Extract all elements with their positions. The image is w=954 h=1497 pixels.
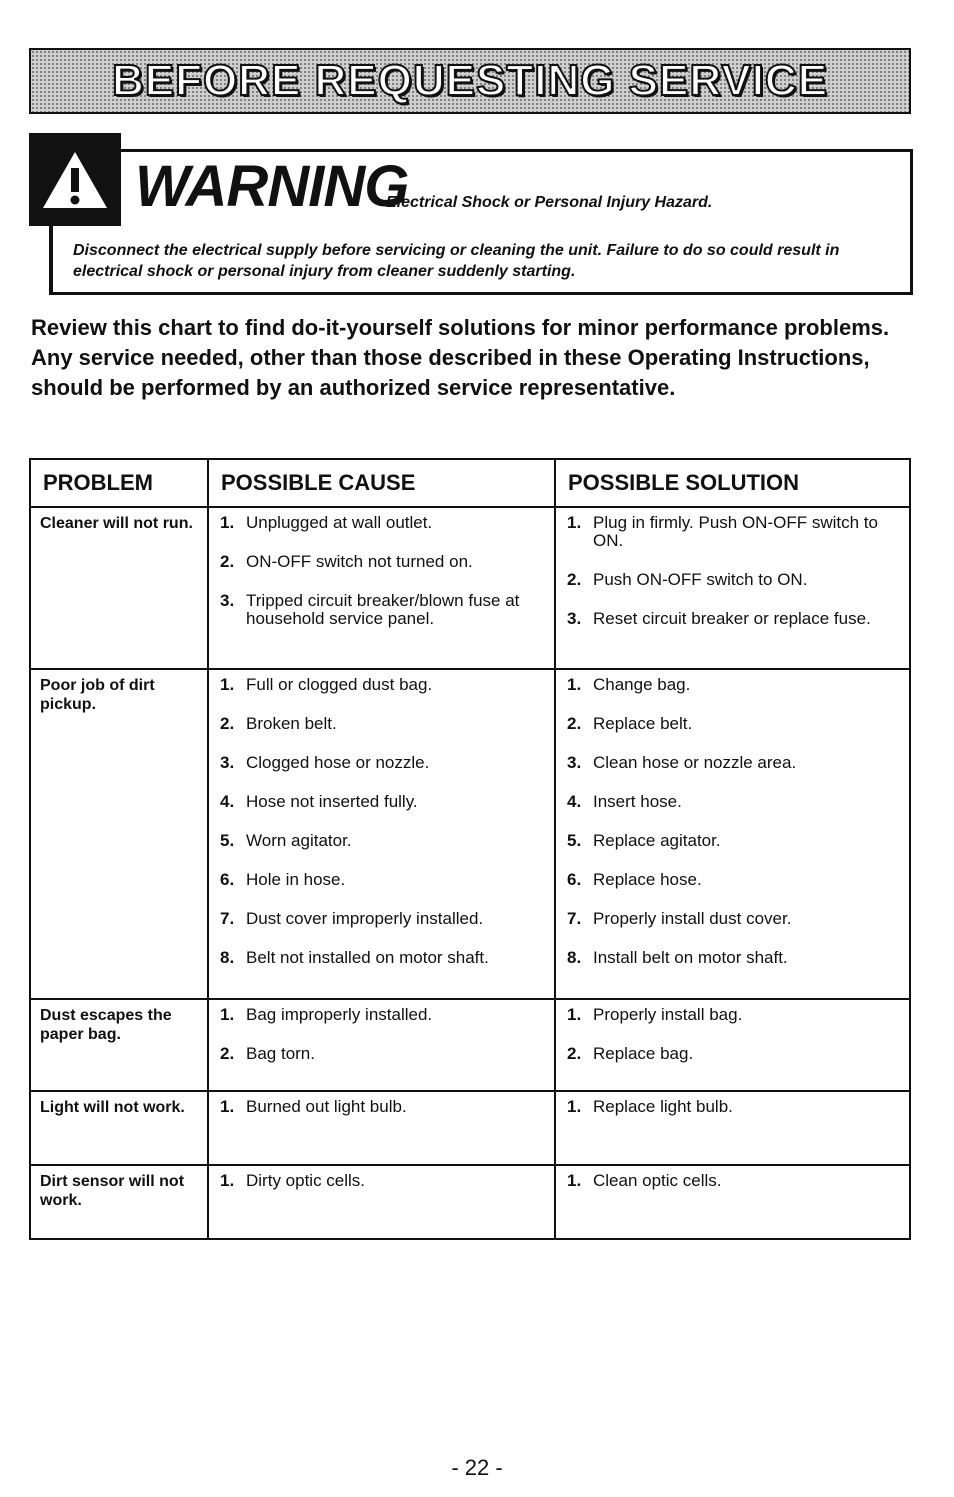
solution-number: 2. [567,714,582,733]
cause-text: Dirty optic cells. [246,1171,366,1190]
solution-number: 1. [567,1171,582,1190]
solution-text: Install belt on motor shaft. [593,948,788,967]
cause-number: 1. [220,675,235,694]
cause-item [218,592,546,628]
solution-cell [555,507,910,669]
cause-item [218,832,546,850]
solution-text: Push ON-OFF switch to ON. [593,570,808,589]
problem-text: Light will not work. [40,1099,185,1116]
cause-number: 4. [220,792,235,811]
solution-item [565,1098,901,1116]
cause-item [218,754,546,772]
cause-text: Tripped circuit breaker/blown fuse at household service panel. [246,591,520,628]
solution-cell [555,1091,910,1165]
solution-item [565,1006,901,1024]
solution-item [565,754,901,772]
cause-text: Dust cover improperly installed. [246,909,484,928]
troubleshooting-table [29,458,911,1240]
table-row [30,999,910,1091]
solution-number: 7. [567,909,582,928]
cause-item [218,1006,546,1024]
solution-cell [555,999,910,1091]
solution-number: 2. [567,1044,582,1063]
problem-cell [30,1091,208,1165]
problem-cell [30,669,208,999]
solution-number: 4. [567,792,582,811]
solution-item [565,610,901,628]
header-problem: PROBLEM [30,459,208,507]
solution-number: 2. [567,570,582,589]
banner-title: BEFORE REQUESTING SERVICE [111,56,829,105]
cause-number: 2. [220,714,235,733]
solution-item [565,514,901,550]
cause-text: ON-OFF switch not turned on. [246,552,473,571]
cause-item [218,871,546,889]
cause-item [218,553,546,571]
solution-number: 3. [567,609,582,628]
solution-text: Replace hose. [593,870,702,889]
cause-item [218,715,546,733]
problem-cell [30,1165,208,1239]
solution-number: 1. [567,1097,582,1116]
warning-box [29,133,913,295]
cause-item [218,676,546,694]
solution-text: Replace light bulb. [593,1097,733,1116]
cause-cell [208,507,555,669]
cause-number: 7. [220,909,235,928]
cause-text: Broken belt. [246,714,337,733]
table-row [30,507,910,669]
cause-number: 2. [220,552,235,571]
solution-item [565,676,901,694]
header-cause: POSSIBLE CAUSE [208,459,555,507]
intro-paragraph: Review this chart to find do-it-yourself solutions for minor performance problems. Any service needed, other than those described in these Operating Instructions, should be performed by an authorized service representative. [31,315,890,400]
problem-text: Dust escapes the paper bag. [40,1007,172,1043]
solution-item [565,871,901,889]
solution-item [565,571,901,589]
cause-text: Bag improperly installed. [246,1005,433,1024]
cause-number: 2. [220,1044,235,1063]
cause-cell [208,999,555,1091]
solution-text: Change bag. [593,675,691,694]
solution-number: 8. [567,948,582,967]
cause-item [218,1045,546,1063]
solution-item [565,832,901,850]
cause-number: 3. [220,591,235,610]
solution-number: 1. [567,1005,582,1024]
cause-item [218,1172,546,1190]
cause-item [218,514,546,532]
solution-text: Properly install bag. [593,1005,743,1024]
cause-item [218,1098,546,1116]
warning-text: Disconnect the electrical supply before servicing or cleaning the unit. Failure to do so could result in electrical shock or personal injury from cleaner suddenly starting. [73,242,840,280]
page-number: - 22 - [451,1455,503,1480]
cause-number: 1. [220,513,235,532]
solution-item [565,910,901,928]
solution-number: 1. [567,675,582,694]
solution-number: 6. [567,870,582,889]
solution-text: Insert hose. [593,792,682,811]
cause-text: Hole in hose. [246,870,346,889]
solution-number: 3. [567,753,582,772]
cause-cell [208,669,555,999]
table-row [30,669,910,999]
cause-item [218,910,546,928]
solution-text: Reset circuit breaker or replace fuse. [593,609,871,628]
solution-text: Properly install dust cover. [593,909,792,928]
solution-item [565,715,901,733]
cause-number: 3. [220,753,235,772]
solution-text: Replace bag. [593,1044,694,1063]
cause-text: Unplugged at wall outlet. [246,513,433,532]
cause-text: Worn agitator. [246,831,352,850]
warning-triangle-icon [29,133,121,226]
table-body [30,507,910,1239]
cause-text: Bag torn. [246,1044,315,1063]
cause-number: 6. [220,870,235,889]
cause-number: 1. [220,1097,235,1116]
solution-item [565,793,901,811]
solution-item [565,1172,901,1190]
header-solution: POSSIBLE SOLUTION [555,459,910,507]
solution-cell [555,1165,910,1239]
solution-cell [555,669,910,999]
cause-cell [208,1165,555,1239]
cause-item [218,793,546,811]
problem-text: Cleaner will not run. [40,515,193,532]
solution-item [565,949,901,967]
cause-text: Clogged hose or nozzle. [246,753,430,772]
solution-text: Plug in firmly. Push ON-OFF switch to ON. [593,513,878,550]
cause-item [218,949,546,967]
cause-text: Hose not inserted fully. [246,792,418,811]
cause-number: 5. [220,831,235,850]
problem-text: Poor job of dirt pickup. [40,677,155,713]
solution-text: Clean optic cells. [593,1171,722,1190]
problem-cell [30,999,208,1091]
solution-text: Replace belt. [593,714,693,733]
cause-cell [208,1091,555,1165]
solution-number: 1. [567,513,582,532]
warning-subtitle: Electrical Shock or Personal Injury Hazard. [386,194,713,211]
cause-number: 8. [220,948,235,967]
warning-title: WARNING [135,154,409,219]
problem-cell [30,507,208,669]
cause-number: 1. [220,1005,235,1024]
solution-number: 5. [567,831,582,850]
table-row [30,1165,910,1239]
solution-item [565,1045,901,1063]
cause-text: Belt not installed on motor shaft. [246,948,489,967]
solution-text: Clean hose or nozzle area. [593,753,797,772]
cause-text: Burned out light bulb. [246,1097,407,1116]
solution-text: Replace agitator. [593,831,721,850]
service-banner [29,48,911,114]
cause-text: Full or clogged dust bag. [246,675,433,694]
table-row [30,1091,910,1165]
table-header-row [30,459,910,507]
problem-text: Dirt sensor will not work. [40,1173,185,1209]
cause-number: 1. [220,1171,235,1190]
